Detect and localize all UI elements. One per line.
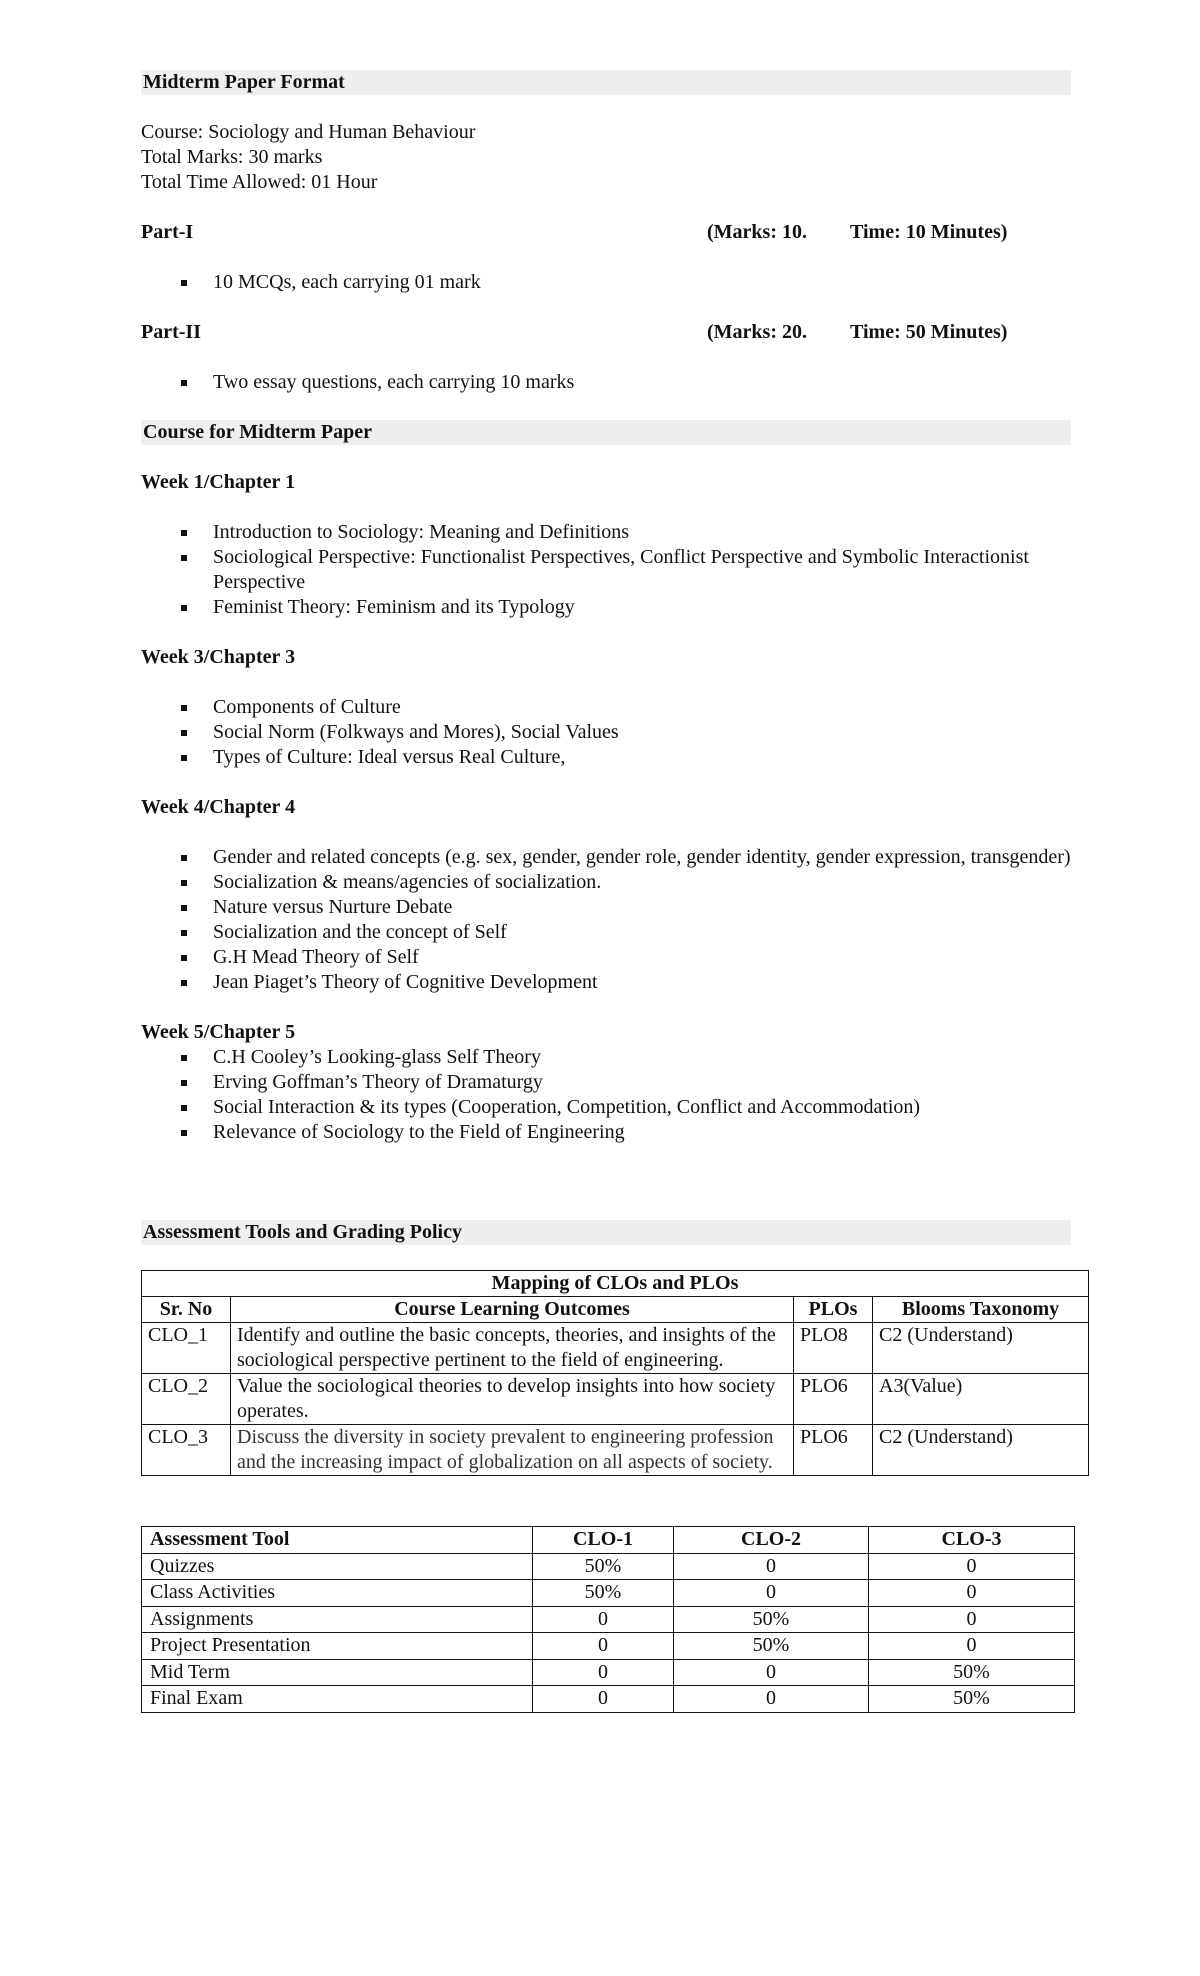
table-cell: CLO_3 [142, 1425, 231, 1476]
part-1-header [141, 220, 1141, 245]
column-header: Assessment Tool [142, 1527, 533, 1554]
table-cell: Mid Term [142, 1659, 533, 1686]
list-item: Nature versus Nurture Debate [141, 895, 1073, 920]
table-cell: CLO_2 [142, 1374, 231, 1425]
table-cell: 50% [674, 1633, 869, 1660]
table-cell: Project Presentation [142, 1633, 533, 1660]
list-item: Sociological Perspective: Functionalist Perspectives, Conflict Perspective and Symbolic Interactionist Perspective [141, 545, 1073, 595]
list-item: Relevance of Sociology to the Field of Engineering [141, 1120, 1073, 1145]
column-header: Sr. No [142, 1297, 231, 1323]
week-3-list [141, 695, 1141, 770]
assessment-tools-table [141, 1526, 1075, 1713]
course-midterm-heading: Course for Midterm Paper [141, 420, 1071, 445]
part-2-marks: (Marks: 20. [707, 321, 807, 343]
table-cell: Final Exam [142, 1686, 533, 1713]
table-cell: 50% [533, 1580, 674, 1607]
table-cell: 0 [533, 1686, 674, 1713]
part-2-time: Time: 50 Minutes) [850, 321, 1008, 343]
assessment-heading: Assessment Tools and Grading Policy [141, 1220, 1071, 1245]
table-cell: 0 [869, 1633, 1075, 1660]
list-item: 10 MCQs, each carrying 01 mark [141, 270, 1073, 295]
list-item: Social Interaction & its types (Cooperation, Competition, Conflict and Accommodation) [141, 1095, 1073, 1120]
list-item: Gender and related concepts (e.g. sex, gender, gender role, gender identity, gender expression, transgender) [141, 845, 1073, 870]
column-header: Course Learning Outcomes [231, 1297, 794, 1323]
table-cell: 0 [533, 1633, 674, 1660]
table-row [142, 1425, 1089, 1476]
part-2-header [141, 320, 1141, 345]
total-time: Total Time Allowed: 01 Hour [141, 171, 378, 193]
table-cell: PLO8 [794, 1323, 873, 1374]
list-item: Social Norm (Folkways and Mores), Social Values [141, 720, 1073, 745]
table-cell: 0 [869, 1580, 1075, 1607]
table-row [142, 1686, 1075, 1713]
table-row [142, 1580, 1075, 1607]
table-cell: 50% [869, 1659, 1075, 1686]
table-cell: CLO_1 [142, 1323, 231, 1374]
table-row [142, 1553, 1075, 1580]
column-header: CLO-2 [674, 1527, 869, 1554]
list-item: Erving Goffman’s Theory of Dramaturgy [141, 1070, 1073, 1095]
week-1-list [141, 520, 1141, 620]
table-cell: Discuss the diversity in society prevalent to engineering profession and the increasing impact of globalization on all aspects of society. [231, 1425, 794, 1476]
table-row [142, 1659, 1075, 1686]
column-header: PLOs [794, 1297, 873, 1323]
list-item: Jean Piaget’s Theory of Cognitive Development [141, 970, 1073, 995]
table-title: Mapping of CLOs and PLOs [142, 1271, 1089, 1297]
table-cell: 0 [674, 1686, 869, 1713]
list-item: Socialization and the concept of Self [141, 920, 1073, 945]
table-cell: PLO6 [794, 1425, 873, 1476]
table-cell: 0 [674, 1553, 869, 1580]
table-cell: A3(Value) [873, 1374, 1089, 1425]
column-header: Blooms Taxonomy [873, 1297, 1089, 1323]
table-cell: Identify and outline the basic concepts, theories, and insights of the sociological perspective pertinent to the field of engineering. [231, 1323, 794, 1374]
table-cell: Class Activities [142, 1580, 533, 1607]
table-cell: 0 [674, 1580, 869, 1607]
table-cell: 50% [533, 1553, 674, 1580]
column-header: CLO-1 [533, 1527, 674, 1554]
list-item: Introduction to Sociology: Meaning and Definitions [141, 520, 1073, 545]
table-cell: 0 [533, 1659, 674, 1686]
list-item: Two essay questions, each carrying 10 marks [141, 370, 1073, 395]
table-cell: C2 (Understand) [873, 1425, 1089, 1476]
week-5-list [141, 1045, 1141, 1145]
part-1-title: Part-I [141, 221, 194, 243]
table-cell: 50% [869, 1686, 1075, 1713]
list-item: Socialization & means/agencies of socialization. [141, 870, 1073, 895]
list-item: Feminist Theory: Feminism and its Typology [141, 595, 1073, 620]
table-cell: PLO6 [794, 1374, 873, 1425]
week-3-title: Week 3/Chapter 3 [141, 646, 296, 668]
table-row [142, 1633, 1075, 1660]
table-cell: 50% [674, 1606, 869, 1633]
table-cell: Assignments [142, 1606, 533, 1633]
table-cell: 0 [533, 1606, 674, 1633]
list-item: C.H Cooley’s Looking-glass Self Theory [141, 1045, 1073, 1070]
part-1-list [141, 270, 1141, 295]
course-name: Course: Sociology and Human Behaviour [141, 121, 476, 143]
table-cell: 0 [869, 1553, 1075, 1580]
table-row [142, 1323, 1089, 1374]
part-2-list [141, 370, 1141, 395]
list-item: G.H Mead Theory of Self [141, 945, 1073, 970]
week-1-title: Week 1/Chapter 1 [141, 471, 296, 493]
table-row [142, 1606, 1075, 1633]
column-header: CLO-3 [869, 1527, 1075, 1554]
table-cell: Quizzes [142, 1553, 533, 1580]
table-cell: C2 (Understand) [873, 1323, 1089, 1374]
week-5-title: Week 5/Chapter 5 [141, 1021, 296, 1043]
table-row [142, 1374, 1089, 1425]
part-1-marks: (Marks: 10. [707, 221, 807, 243]
table-cell: Value the sociological theories to develop insights into how society operates. [231, 1374, 794, 1425]
total-marks: Total Marks: 30 marks [141, 146, 323, 168]
table-cell: 0 [674, 1659, 869, 1686]
midterm-format-heading: Midterm Paper Format [141, 70, 1071, 95]
part-2-title: Part-II [141, 321, 201, 343]
week-4-title: Week 4/Chapter 4 [141, 796, 296, 818]
document-page [141, 70, 1141, 1713]
week-4-list [141, 845, 1141, 995]
list-item: Types of Culture: Ideal versus Real Culture, [141, 745, 1073, 770]
part-1-time: Time: 10 Minutes) [850, 221, 1008, 243]
clo-plo-mapping-table [141, 1270, 1089, 1476]
table-cell: 0 [869, 1606, 1075, 1633]
list-item: Components of Culture [141, 695, 1073, 720]
